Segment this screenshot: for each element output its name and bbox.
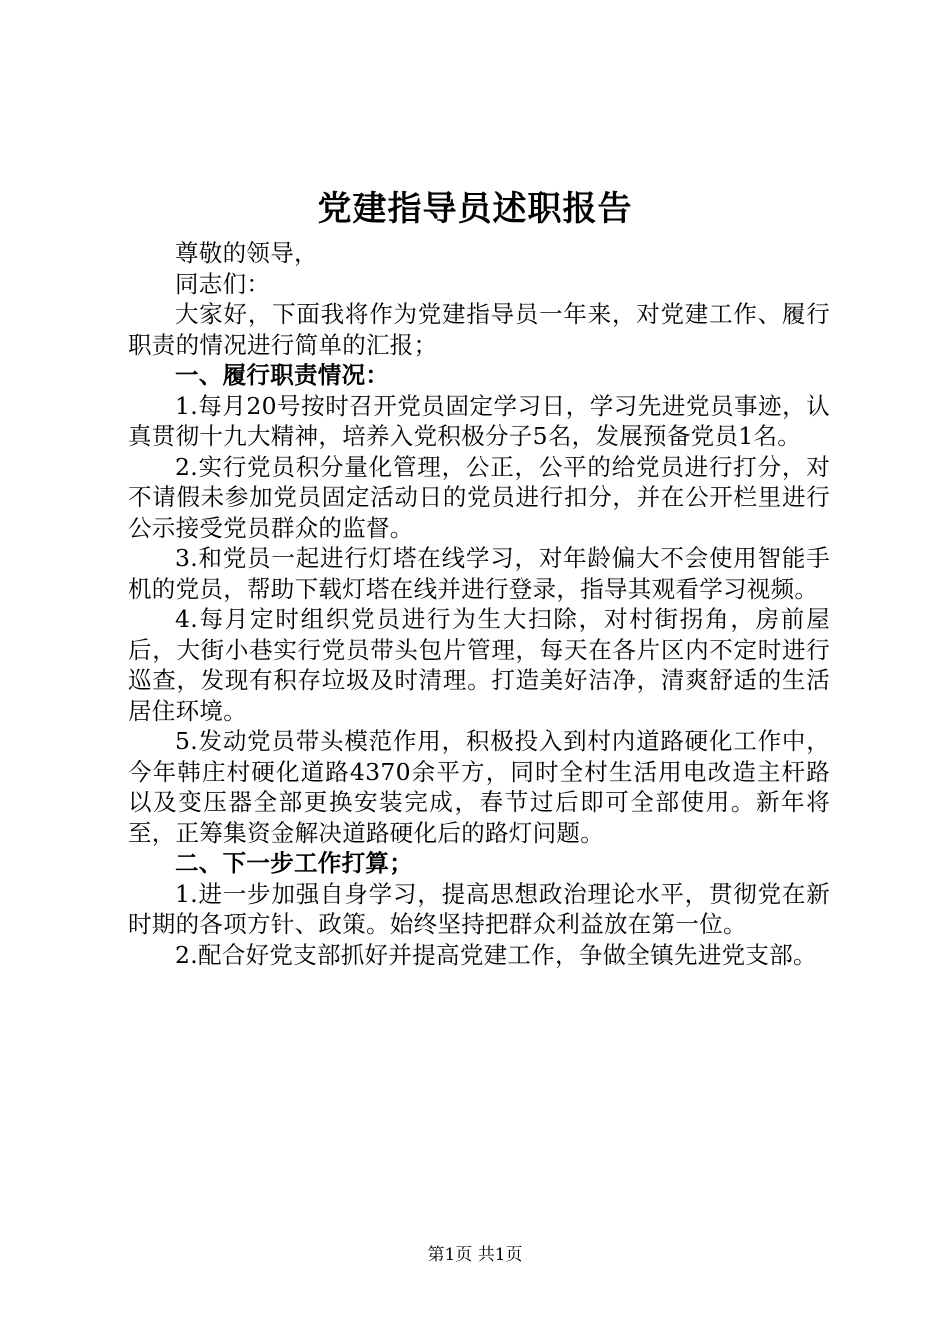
document-body — [128, 238, 830, 970]
salutation-comrades: 同志们： — [175, 269, 271, 298]
duty-item-1: 1.每月20号按时召开党员固定学习日，学习先进党员事迹，认真贯彻十九大精神，培养入党积极分子5名，发展预备党员1名。 — [128, 391, 830, 450]
duty-item-3: 3.和党员一起进行灯塔在线学习，对年龄偏大不会使用智能手机的党员，帮助下载灯塔在线并进行登录，指导其观看学习视频。 — [128, 544, 830, 603]
plan-item-2: 2.配合好党支部抓好并提高党建工作，争做全镇先进党支部。 — [175, 940, 817, 969]
duty-item-5: 5.发动党员带头模范作用，积极投入到村内道路硬化工作中，今年韩庄村硬化道路4370余平方，同时全村生活用电改造主杆路以及变压器全部更换安装完成，春节过后即可全部使用。新年将至，正筹集资金解决道路硬化后的路灯问题。 — [128, 727, 830, 847]
plan-item-1: 1.进一步加强自身学习，提高思想政治理论水平，贯彻党在新时期的各项方针、政策。始终坚持把群众利益放在第一位。 — [128, 879, 830, 938]
document-title: 党建指导员述职报告 — [317, 189, 633, 229]
salutation-leaders: 尊敬的领导， — [175, 239, 318, 267]
page-footer: 第1页 共1页 — [427, 1245, 523, 1265]
section-heading-plans: 二、下一步工作打算； — [175, 849, 413, 877]
duty-item-4: 4.每月定时组织党员进行为生大扫除，对村街拐角，房前屋后，大街小巷实行党员带头包片管理，每天在各片区内不定时进行巡查，发现有积存垃圾及时清理。打造美好洁净，清爽舒适的生活居住环境。 — [128, 605, 830, 725]
duty-item-2: 2.实行党员积分量化管理，公正，公平的给党员进行打分，对不请假未参加党员固定活动日的党员进行扣分，并在公开栏里进行公示接受党员群众的监督。 — [128, 452, 830, 542]
section-heading-duties: 一、履行职责情况： — [175, 361, 390, 389]
intro-paragraph: 大家好，下面我将作为党建指导员一年来，对党建工作、履行职责的情况进行简单的汇报； — [128, 300, 830, 359]
